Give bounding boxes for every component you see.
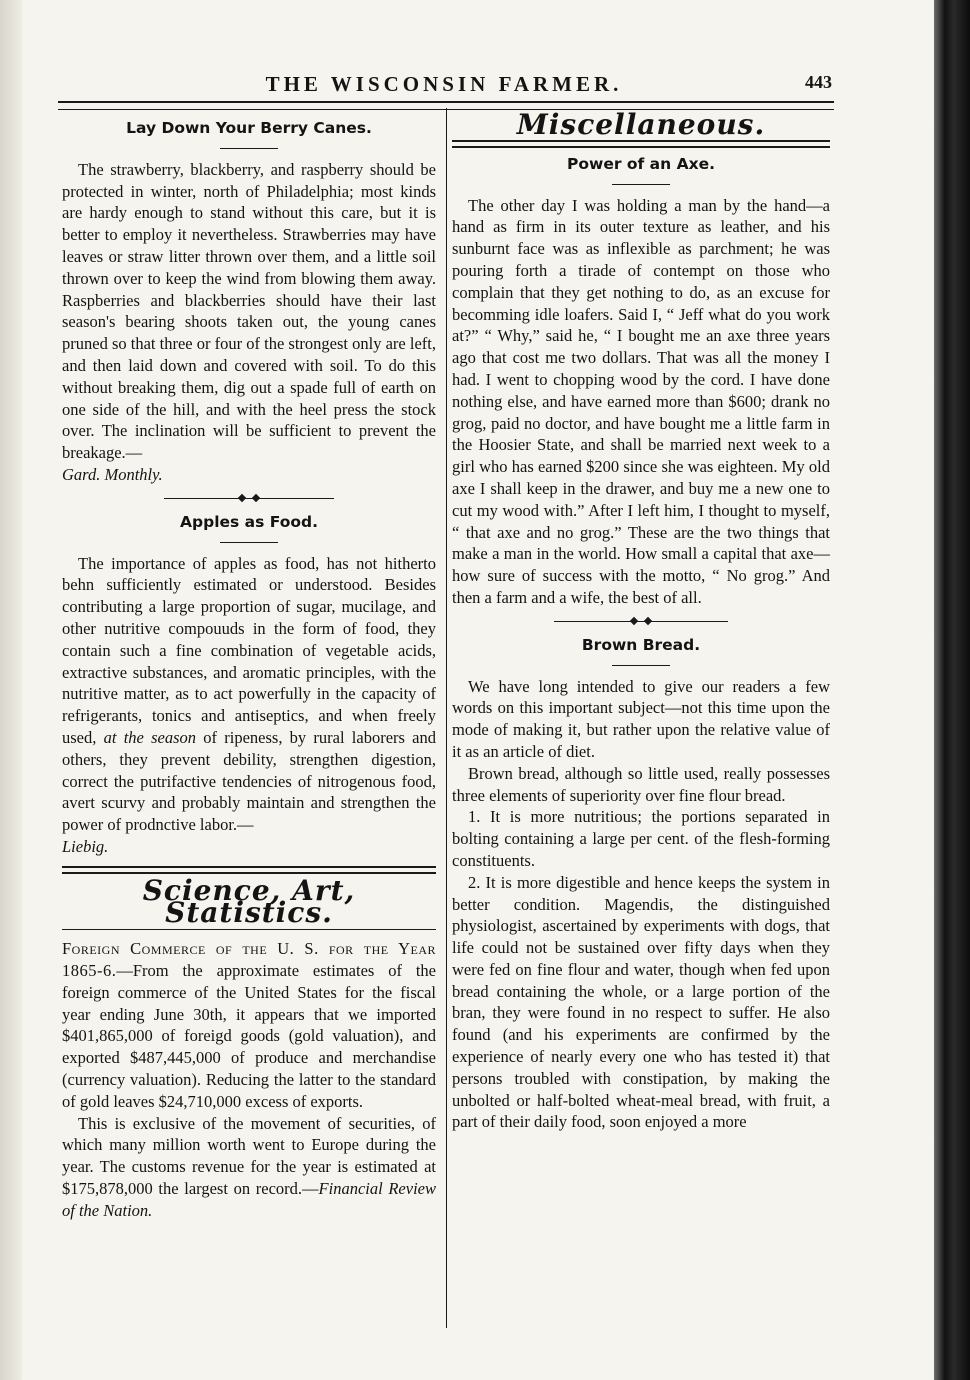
commerce-text-1: —From the approximate estimates of the foreign commerce of the United States for the fiscal year ending June 30th, it appears that we imported $401,865,000 of foreigd goods (gold valuation), and exported $487,445,000 of produce and merchandise (currency valuation). Reducing the latter to the standard of gold leaves $24,710,000 excess of exports. [62,961,436,1111]
page-number: 443 [805,72,832,92]
apples-text-1: The importance of apples as food, has not hitherto behn sufficiently estimated or understood. Besides contributing a large proportion of sugar, mucilage, and other nutritive compouuds in the form of food, they contain such a fine combination of vegetable acids, extractive substances, and aromatic principles, with the nutritive matter, as to act powerfully in the capacity of refrigerants, tonics and antiseptics, and when freely used, [62,553,436,747]
title-underline [220,148,278,149]
apples-italic: at the season [103,727,197,747]
article-title-axe: Power of an Axe. [567,154,715,173]
running-title: THE WISCONSIN FARMER. [265,72,623,96]
article-body-berry-canes [62,159,436,486]
article-body-axe: The other day I was holding a man by the hand—a hand as firm in its outer texture as leather, and his sunburnt face was as inflexible as parchment; he was pouring forth a tirade of contempt on those who complain that they get nothing to do, as an excuse for becomming idle loafers. Said I, “ Jeff what do you work at?” “ Why,” said he, “ I bought me an axe three years ago that cost me two dollars. That was all the money I had. I went to chopping wood by the cord. I have done nothing else, and have earned more than $600; drank no grog, paid no doctor, and have bought me a little farm in the Hoosier State, and shall be married next week to a girl who has earned $200 since she was eighteen. My old axe I shall keep in the drawer, and buy me a new one to cut my wood with.” After I left him, I thought to myself, “ that axe and no grog.” These are the two things that make a man in the world. How small a capital that axe—how sure of success with the motto, “ No grog.” And then a farm and a wife, the best of all. [452,195,830,607]
article-body-apples [62,553,436,858]
article-separator [452,615,830,629]
right-column [452,108,830,1133]
apples-text-2: of ripeness, by rural laborers and others, they prevent debility, strengthen digestion, correct the putrifactive tendencies of nitrogenous food, avert scurvy and probably maintain and strengthen the power of prodnctive labor.— [62,727,437,835]
article-title-brown-bread: Brown Bread. [581,635,701,654]
bread-paragraph-3: 1. It is more nutritious; the portions separated in bolting containing a large per cent. of the flesh-forming constituents. [452,807,830,870]
page-left-margin [0,0,22,1380]
bread-paragraph-4: 2. It is more digestible and hence keeps the system in better condition. Magendis, the distinguished physiologist, ascertained by experiments with dogs, that life could not be sustained over fifty days when they were fed on fine flour and water, though when fed upon bread containing the whole, or a large portion of the bran, they were found in no respect to suffer. He also found (and his experiments are confirmed by the experience of nearly every one who has tested it) that persons troubled with constipation, by making the unbolted or half-bolted wheat-meal bread, with fruit, a part of their daily food, soon enjoyed a more [452,872,830,1132]
article-credit: Gard. Monthly. [62,464,163,484]
section-rule-thin [62,929,436,930]
article-title-berry-canes: Lay Down Your Berry Canes. [126,119,372,137]
column-divider [446,108,447,1328]
article-separator [62,492,436,506]
berry-text: The strawberry, blackberry, and raspberry should be protected in winter, north of Philadelphia; most kinds are hardy enough to stand without this care, but it is better to employ it nevertheless. Strawberries may have leaves or straw litter thrown over them, and a little soil thrown over to keep the wind from blowing them away. Raspberries and blackberries should have their last season's bearing shoots taken out, the young canes pruned so that three or four of the strongest only are left, and then laid down and covered with soil. To do this without breaking them, dig out a spade full of earth on one side of the hill, and with the heel press the stock over. The inclination will be sufficient to prevent the breakage.— [62,159,436,463]
bread-paragraph-2: Brown bread, although so little used, really possesses three elements of superiority over fine flour bread. [452,763,830,805]
separator-ornament [631,618,651,624]
title-underline [220,542,278,543]
page-header [58,70,830,98]
section-heading-science: Science, Art, Statistics. [142,873,356,929]
article-foreign-commerce [62,938,436,1112]
article-title-apples: Apples as Food. [180,512,318,531]
section-heading-miscellaneous: Miscellaneous. [516,108,766,141]
commerce-text-2: This is exclusive of the movement of securities, of which many million worth went to Europe during the year. The customs revenue for the year is estimated at $175,878,000 the largest on record.— [62,1113,436,1199]
separator-ornament [239,495,259,501]
article-credit: Financial Review of the Nation. [62,1179,436,1220]
article-lead-caps: Foreign Commerce of the U. S. for the Year 1865-6. [62,939,436,981]
page-binding-edge [934,0,970,1380]
title-underline [612,184,670,185]
left-column [62,112,436,1222]
article-foreign-commerce-2 [62,1113,436,1222]
bread-paragraph-1: We have long intended to give our readers a few words on this important subject—not this time upon the mode of making it, but rather upon the relative value of it as an article of diet. [452,676,830,761]
title-underline [612,665,670,666]
article-credit: Liebig. [62,836,109,856]
section-rule [62,866,436,874]
